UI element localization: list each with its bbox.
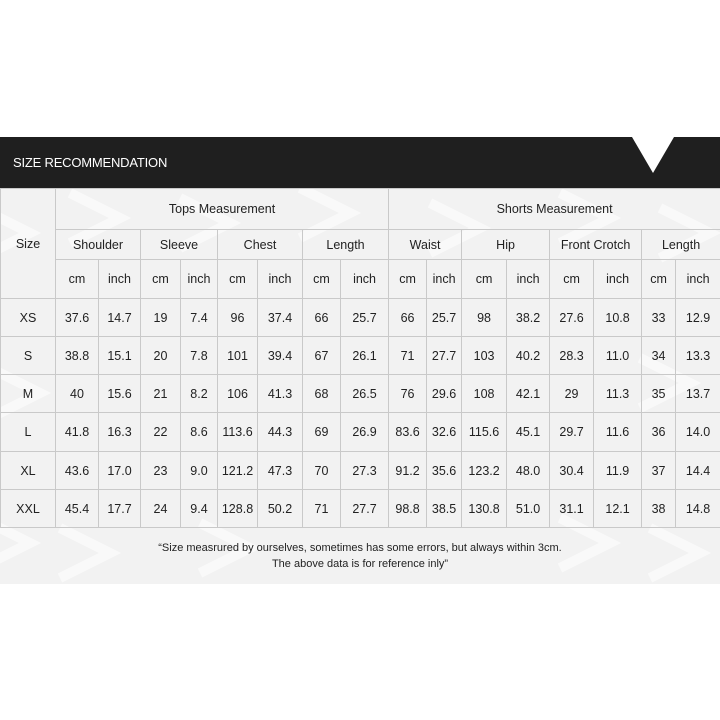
table-cell: 22 — [141, 413, 181, 452]
table-cell: 101 — [218, 337, 258, 375]
table-cell: 37 — [642, 452, 676, 490]
table-cell: 21 — [141, 375, 181, 413]
table-cell: 13.3 — [676, 337, 720, 375]
unit-cell: inch — [99, 260, 141, 299]
shorts-length-header: Length — [642, 230, 720, 260]
shorts-group-header: Shorts Measurement — [389, 189, 720, 230]
table-cell: 29 — [550, 375, 594, 413]
header-notch-decoration — [632, 137, 674, 173]
table-cell: 27.3 — [341, 452, 389, 490]
table-cell: 108 — [462, 375, 507, 413]
unit-cell: cm — [389, 260, 427, 299]
table-cell: 47.3 — [258, 452, 303, 490]
table-cell: 41.3 — [258, 375, 303, 413]
unit-cell: cm — [141, 260, 181, 299]
table-cell: 71 — [389, 337, 427, 375]
unit-cell: cm — [303, 260, 341, 299]
table-cell: 19 — [141, 299, 181, 337]
table-cell: 98.8 — [389, 490, 427, 528]
table-cell: 16.3 — [99, 413, 141, 452]
unit-cell: inch — [676, 260, 720, 299]
table-row — [1, 375, 720, 413]
table-cell: 11.3 — [594, 375, 642, 413]
table-cell: 45.4 — [56, 490, 99, 528]
table-cell: 23 — [141, 452, 181, 490]
chest-header: Chest — [218, 230, 303, 260]
table-cell: 51.0 — [507, 490, 550, 528]
hip-header: Hip — [462, 230, 550, 260]
table-cell: 128.8 — [218, 490, 258, 528]
table-cell: 96 — [218, 299, 258, 337]
unit-cell: inch — [507, 260, 550, 299]
table-cell: 9.4 — [181, 490, 218, 528]
table-cell: 8.6 — [181, 413, 218, 452]
size-label-cell: L — [1, 413, 56, 452]
table-cell: 106 — [218, 375, 258, 413]
table-cell: 25.7 — [341, 299, 389, 337]
table-cell: 27.6 — [550, 299, 594, 337]
table-cell: 13.7 — [676, 375, 720, 413]
table-cell: 35.6 — [427, 452, 462, 490]
note-line-1: “Size measrured by ourselves, sometimes has some errors, but always within 3cm. — [158, 542, 562, 554]
table-cell: 91.2 — [389, 452, 427, 490]
table-cell: 68 — [303, 375, 341, 413]
unit-cell: inch — [594, 260, 642, 299]
table-cell: 38 — [642, 490, 676, 528]
table-cell: 37.4 — [258, 299, 303, 337]
table-cell: 35 — [642, 375, 676, 413]
unit-header-row — [1, 260, 720, 299]
shoulder-header: Shoulder — [56, 230, 141, 260]
table-cell: 11.0 — [594, 337, 642, 375]
top-length-header: Length — [303, 230, 389, 260]
table-cell: 17.0 — [99, 452, 141, 490]
front-crotch-header: Front Crotch — [550, 230, 642, 260]
unit-cell: cm — [56, 260, 99, 299]
size-table — [0, 188, 720, 528]
unit-cell: cm — [462, 260, 507, 299]
tops-group-header: Tops Measurement — [56, 189, 389, 230]
table-cell: 24 — [141, 490, 181, 528]
table-cell: 42.1 — [507, 375, 550, 413]
table-body — [1, 189, 720, 528]
table-cell: 121.2 — [218, 452, 258, 490]
page-title: SIZE RECOMMENDATION — [13, 155, 168, 170]
table-cell: 37.6 — [56, 299, 99, 337]
table-cell: 17.7 — [99, 490, 141, 528]
size-note — [0, 540, 720, 572]
table-cell: 39.4 — [258, 337, 303, 375]
table-cell: 38.8 — [56, 337, 99, 375]
table-cell: 130.8 — [462, 490, 507, 528]
unit-cell: cm — [550, 260, 594, 299]
table-cell: 14.0 — [676, 413, 720, 452]
table-cell: 7.4 — [181, 299, 218, 337]
unit-cell: inch — [181, 260, 218, 299]
table-cell: 43.6 — [56, 452, 99, 490]
table-cell: 11.9 — [594, 452, 642, 490]
table-cell: 9.0 — [181, 452, 218, 490]
note-line-2: The above data is for reference inly” — [271, 558, 449, 570]
table-row — [1, 299, 720, 337]
unit-cell: inch — [258, 260, 303, 299]
table-row — [1, 452, 720, 490]
table-cell: 32.6 — [427, 413, 462, 452]
table-cell: 83.6 — [389, 413, 427, 452]
table-cell: 69 — [303, 413, 341, 452]
table-row — [1, 413, 720, 452]
table-cell: 38.5 — [427, 490, 462, 528]
table-cell: 26.9 — [341, 413, 389, 452]
table-cell: 11.6 — [594, 413, 642, 452]
table-cell: 103 — [462, 337, 507, 375]
table-cell: 41.8 — [56, 413, 99, 452]
table-cell: 14.7 — [99, 299, 141, 337]
table-cell: 45.1 — [507, 413, 550, 452]
table-cell: 66 — [389, 299, 427, 337]
size-column-header: Size — [1, 189, 56, 299]
table-cell: 20 — [141, 337, 181, 375]
table-cell: 10.8 — [594, 299, 642, 337]
table-cell: 40 — [56, 375, 99, 413]
unit-cell: inch — [427, 260, 462, 299]
table-cell: 12.1 — [594, 490, 642, 528]
unit-cell: inch — [341, 260, 389, 299]
table-cell: 50.2 — [258, 490, 303, 528]
size-label-cell: XXL — [1, 490, 56, 528]
table-row — [1, 490, 720, 528]
size-label-cell: XS — [1, 299, 56, 337]
table-cell: 8.2 — [181, 375, 218, 413]
table-cell: 14.4 — [676, 452, 720, 490]
group-header-row — [1, 189, 720, 230]
table-cell: 12.9 — [676, 299, 720, 337]
table-cell: 115.6 — [462, 413, 507, 452]
table-cell: 34 — [642, 337, 676, 375]
table-cell: 48.0 — [507, 452, 550, 490]
table-cell: 123.2 — [462, 452, 507, 490]
waist-header: Waist — [389, 230, 462, 260]
table-cell: 28.3 — [550, 337, 594, 375]
table-cell: 14.8 — [676, 490, 720, 528]
table-cell: 15.1 — [99, 337, 141, 375]
table-cell: 27.7 — [427, 337, 462, 375]
table-cell: 36 — [642, 413, 676, 452]
table-cell: 7.8 — [181, 337, 218, 375]
table-cell: 44.3 — [258, 413, 303, 452]
table-cell: 113.6 — [218, 413, 258, 452]
table-cell: 66 — [303, 299, 341, 337]
size-label-cell: M — [1, 375, 56, 413]
table-cell: 33 — [642, 299, 676, 337]
table-cell: 40.2 — [507, 337, 550, 375]
table-cell: 71 — [303, 490, 341, 528]
table-row — [1, 337, 720, 375]
unit-cell: cm — [218, 260, 258, 299]
unit-cell: cm — [642, 260, 676, 299]
table-cell: 70 — [303, 452, 341, 490]
table-cell: 98 — [462, 299, 507, 337]
sleeve-header: Sleeve — [141, 230, 218, 260]
table-cell: 26.5 — [341, 375, 389, 413]
table-cell: 29.7 — [550, 413, 594, 452]
table-cell: 27.7 — [341, 490, 389, 528]
table-cell: 31.1 — [550, 490, 594, 528]
measurement-header-row — [1, 230, 720, 260]
size-label-cell: XL — [1, 452, 56, 490]
table-cell: 30.4 — [550, 452, 594, 490]
table-cell: 26.1 — [341, 337, 389, 375]
table-cell: 38.2 — [507, 299, 550, 337]
table-cell: 25.7 — [427, 299, 462, 337]
table-cell: 29.6 — [427, 375, 462, 413]
size-label-cell: S — [1, 337, 56, 375]
table-cell: 15.6 — [99, 375, 141, 413]
table-cell: 76 — [389, 375, 427, 413]
table-cell: 67 — [303, 337, 341, 375]
